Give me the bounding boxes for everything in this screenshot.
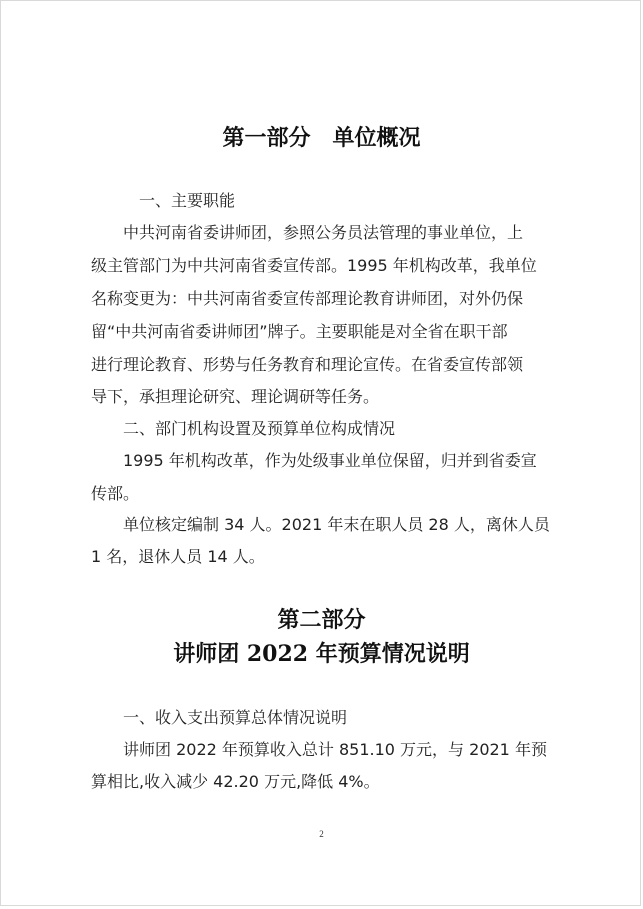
- part2-subtitle: 讲师团 2022 年预算情况说明: [173, 641, 470, 667]
- functions-paragraph-line: 名称变更为：中共河南省委宣传部理论教育讲师团，对外仍保: [91, 289, 524, 308]
- functions-paragraph-line: 级主管部门为中共河南省委宣传部。1995 年机构改革，我单位: [91, 256, 537, 275]
- functions-paragraph-line: 中共河南省委讲师团，参照公务员法管理的事业单位，上: [123, 223, 524, 242]
- structure-paragraph-line: 1995 年机构改革，作为处级事业单位保留，归并到省委宣: [123, 451, 537, 470]
- part1-heading-functions: 一、主要职能: [123, 191, 236, 210]
- staffing-paragraph-line: 单位核定编制 34 人。2021 年末在职人员 28 人，离休人员: [123, 515, 550, 534]
- functions-paragraph-line: 进行理论教育、形势与任务教育和理论宣传。在省委宣传部领: [91, 355, 524, 374]
- part2-title: 第二部分: [277, 607, 366, 633]
- staffing-paragraph-line: 1 名，退休人员 14 人。: [91, 547, 265, 566]
- functions-paragraph-line: 导下，承担理论研究、理论调研等任务。: [91, 387, 380, 406]
- budget-paragraph-line: 讲师团 2022 年预算收入总计 851.10 万元，与 2021 年预: [123, 740, 547, 759]
- budget-paragraph-line: 算相比,收入减少 42.20 万元,降低 4%。: [91, 772, 380, 791]
- part1-title: 第一部分 单位概况: [222, 125, 421, 151]
- part1-heading-structure: 二、部门机构设置及预算单位构成情况: [123, 419, 396, 438]
- part2-heading-overview: 一、收入支出预算总体情况说明: [123, 708, 348, 727]
- structure-paragraph-line: 传部。: [91, 484, 140, 503]
- functions-paragraph-line: 留“中共河南省委讲师团”牌子。主要职能是对全省在职干部: [91, 322, 508, 341]
- page-number: 2: [319, 829, 324, 839]
